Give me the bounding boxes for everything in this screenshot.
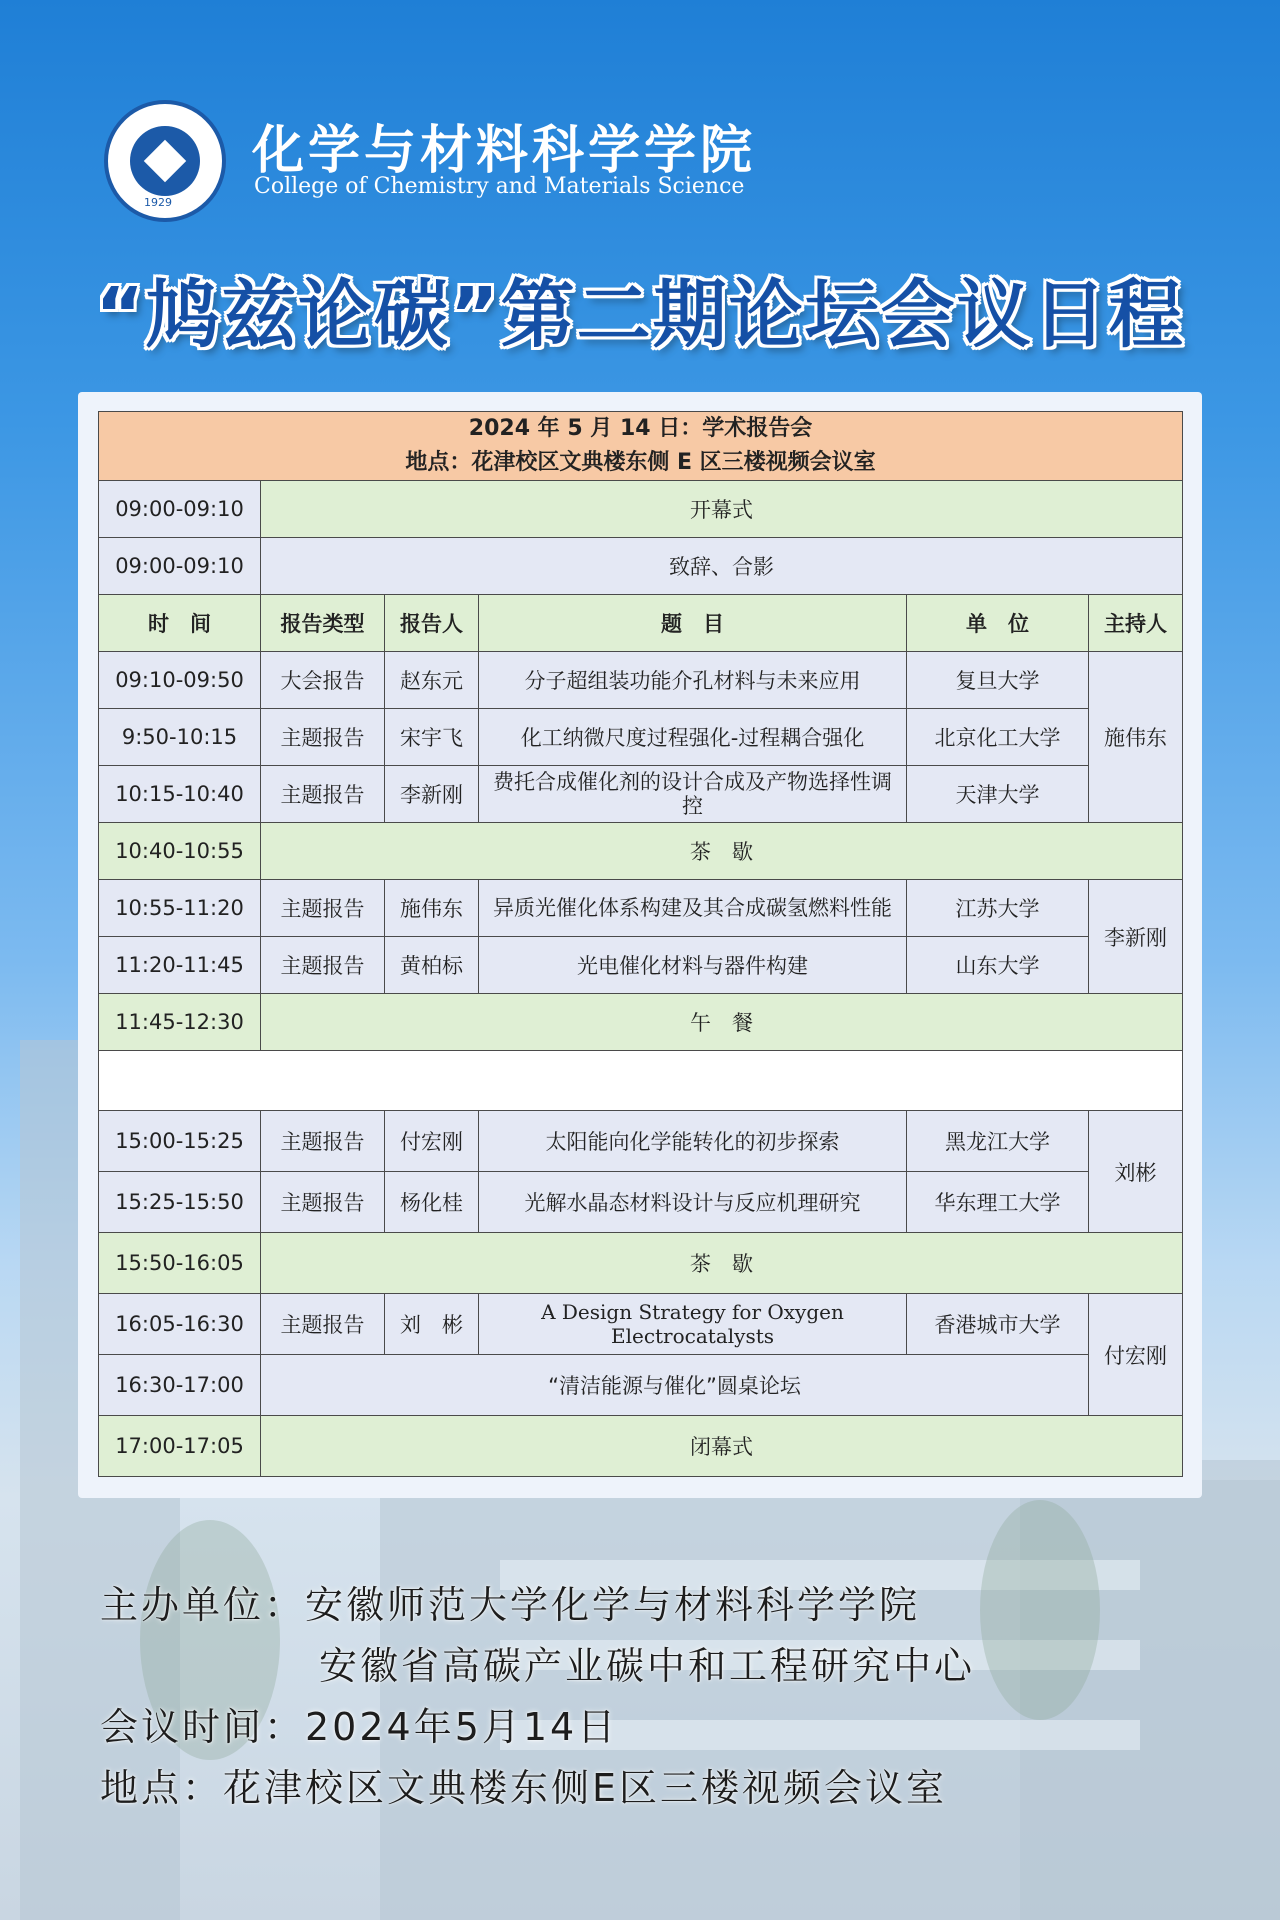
event-cell: 闭幕式: [261, 1416, 1183, 1477]
schedule-date: 2024 年 5 月 14 日：学术报告会: [468, 416, 813, 441]
event-cell: 茶 歇: [261, 823, 1183, 880]
type-cell: 主题报告: [261, 1111, 385, 1172]
event-cell: “清洁能源与催化”圆桌论坛: [261, 1355, 1089, 1416]
time-cell: 11:20-11:45: [99, 937, 261, 994]
table-row: [99, 937, 1183, 994]
time-cell: 09:10-09:50: [99, 652, 261, 709]
host-cell: 刘彬: [1089, 1111, 1183, 1233]
topic-cell: 费托合成催化剂的设计合成及产物选择性调控: [479, 766, 907, 823]
time-cell: 15:50-16:05: [99, 1233, 261, 1294]
table-row: [99, 1111, 1183, 1172]
topic-cell: 光解水晶态材料设计与反应机理研究: [479, 1172, 907, 1233]
organizer-1: 安徽师范大学化学与材料科学学院: [305, 1583, 921, 1627]
org-cell: 复旦大学: [907, 652, 1089, 709]
table-row: [99, 823, 1183, 880]
table-header-banner: [99, 412, 1183, 481]
organizer-label: 主办单位：: [100, 1583, 306, 1627]
column-header: 报告人: [385, 595, 479, 652]
meeting-place: 地点：花津校区文典楼东侧E区三楼视频会议室: [100, 1766, 948, 1810]
column-header: 主持人: [1089, 595, 1183, 652]
type-cell: 主题报告: [261, 709, 385, 766]
table-row: [99, 1172, 1183, 1233]
speaker-cell: 付宏刚: [385, 1111, 479, 1172]
speaker-cell: 李新刚: [385, 766, 479, 823]
logo-diamond: [144, 140, 186, 182]
time-cell: 9:50-10:15: [99, 709, 261, 766]
topic-cell: 光电催化材料与器件构建: [479, 937, 907, 994]
logo-year: 1929: [144, 196, 172, 209]
table-row: [99, 1355, 1183, 1416]
time-cell: 15:25-15:50: [99, 1172, 261, 1233]
org-cell: 黑龙江大学: [907, 1111, 1089, 1172]
speaker-cell: 宋宇飞: [385, 709, 479, 766]
type-cell: 大会报告: [261, 652, 385, 709]
page-title: “鸠兹论碳”第二期论坛会议日程: [95, 272, 1185, 358]
table-row: [99, 994, 1183, 1051]
footer-info: [100, 1575, 975, 1819]
schedule-table: [98, 411, 1183, 1477]
org-cell: 山东大学: [907, 937, 1089, 994]
type-cell: 主题报告: [261, 766, 385, 823]
column-header: 题 目: [479, 595, 907, 652]
table-row: [99, 709, 1183, 766]
college-name-cn: 化学与材料科学学院: [252, 121, 757, 181]
topic-cell: 化工纳微尺度过程强化-过程耦合强化: [479, 709, 907, 766]
spacer-row: [99, 1051, 1183, 1111]
column-header: 时 间: [99, 595, 261, 652]
table-row: [99, 652, 1183, 709]
column-header: 报告类型: [261, 595, 385, 652]
table-row: [99, 1233, 1183, 1294]
speaker-cell: 刘 彬: [385, 1294, 479, 1355]
topic-cell: 太阳能向化学能转化的初步探索: [479, 1111, 907, 1172]
type-cell: 主题报告: [261, 937, 385, 994]
topic-cell: 分子超组装功能介孔材料与未来应用: [479, 652, 907, 709]
table-row: [99, 538, 1183, 595]
table-row: [99, 880, 1183, 937]
spacer-cell: [99, 1051, 1183, 1111]
header: [104, 100, 1104, 210]
event-cell: 致辞、合影: [261, 538, 1183, 595]
topic-cell: A Design Strategy for Oxygen Electrocatalysts: [479, 1294, 907, 1355]
time-cell: 10:15-10:40: [99, 766, 261, 823]
column-header-row: [99, 595, 1183, 652]
type-cell: 主题报告: [261, 880, 385, 937]
org-cell: 华东理工大学: [907, 1172, 1089, 1233]
college-logo-icon: [104, 100, 226, 222]
time-cell: 09:00-09:10: [99, 538, 261, 595]
table-row: [99, 1294, 1183, 1355]
banner-cell: [99, 412, 1183, 481]
org-cell: 香港城市大学: [907, 1294, 1089, 1355]
logo-emblem: [130, 126, 200, 196]
org-cell: 北京化工大学: [907, 709, 1089, 766]
time-cell: 11:45-12:30: [99, 994, 261, 1051]
time-cell: 16:30-17:00: [99, 1355, 261, 1416]
event-cell: 午 餐: [261, 994, 1183, 1051]
topic-cell: 异质光催化体系构建及其合成碳氢燃料性能: [479, 880, 907, 937]
time-cell: 10:55-11:20: [99, 880, 261, 937]
org-cell: 天津大学: [907, 766, 1089, 823]
org-cell: 江苏大学: [907, 880, 1089, 937]
type-cell: 主题报告: [261, 1172, 385, 1233]
time-cell: 09:00-09:10: [99, 481, 261, 538]
organizer-line-2: [100, 1636, 975, 1697]
speaker-cell: 杨化桂: [385, 1172, 479, 1233]
host-cell: 施伟东: [1089, 652, 1183, 823]
speaker-cell: 赵东元: [385, 652, 479, 709]
event-cell: 茶 歇: [261, 1233, 1183, 1294]
time-cell: 16:05-16:30: [99, 1294, 261, 1355]
host-cell: 李新刚: [1089, 880, 1183, 994]
background-tree: [980, 1500, 1100, 1720]
table-row: [99, 766, 1183, 823]
speaker-cell: 施伟东: [385, 880, 479, 937]
organizer-line-1: [100, 1575, 975, 1636]
table-row: [99, 1416, 1183, 1477]
organizer-2: 安徽省高碳产业碳中和工程研究中心: [319, 1644, 976, 1688]
type-cell: 主题报告: [261, 1294, 385, 1355]
event-cell: 开幕式: [261, 481, 1183, 538]
table-row: [99, 481, 1183, 538]
speaker-cell: 黄柏标: [385, 937, 479, 994]
meeting-time: 会议时间：2024年5月14日: [100, 1705, 619, 1749]
schedule-place: 地点：花津校区文典楼东侧 E 区三楼视频会议室: [405, 450, 876, 475]
column-header: 单 位: [907, 595, 1089, 652]
time-cell: 17:00-17:05: [99, 1416, 261, 1477]
host-cell: 付宏刚: [1089, 1294, 1183, 1416]
time-cell: 10:40-10:55: [99, 823, 261, 880]
college-name-en: College of Chemistry and Materials Science: [254, 174, 745, 199]
time-cell: 15:00-15:25: [99, 1111, 261, 1172]
